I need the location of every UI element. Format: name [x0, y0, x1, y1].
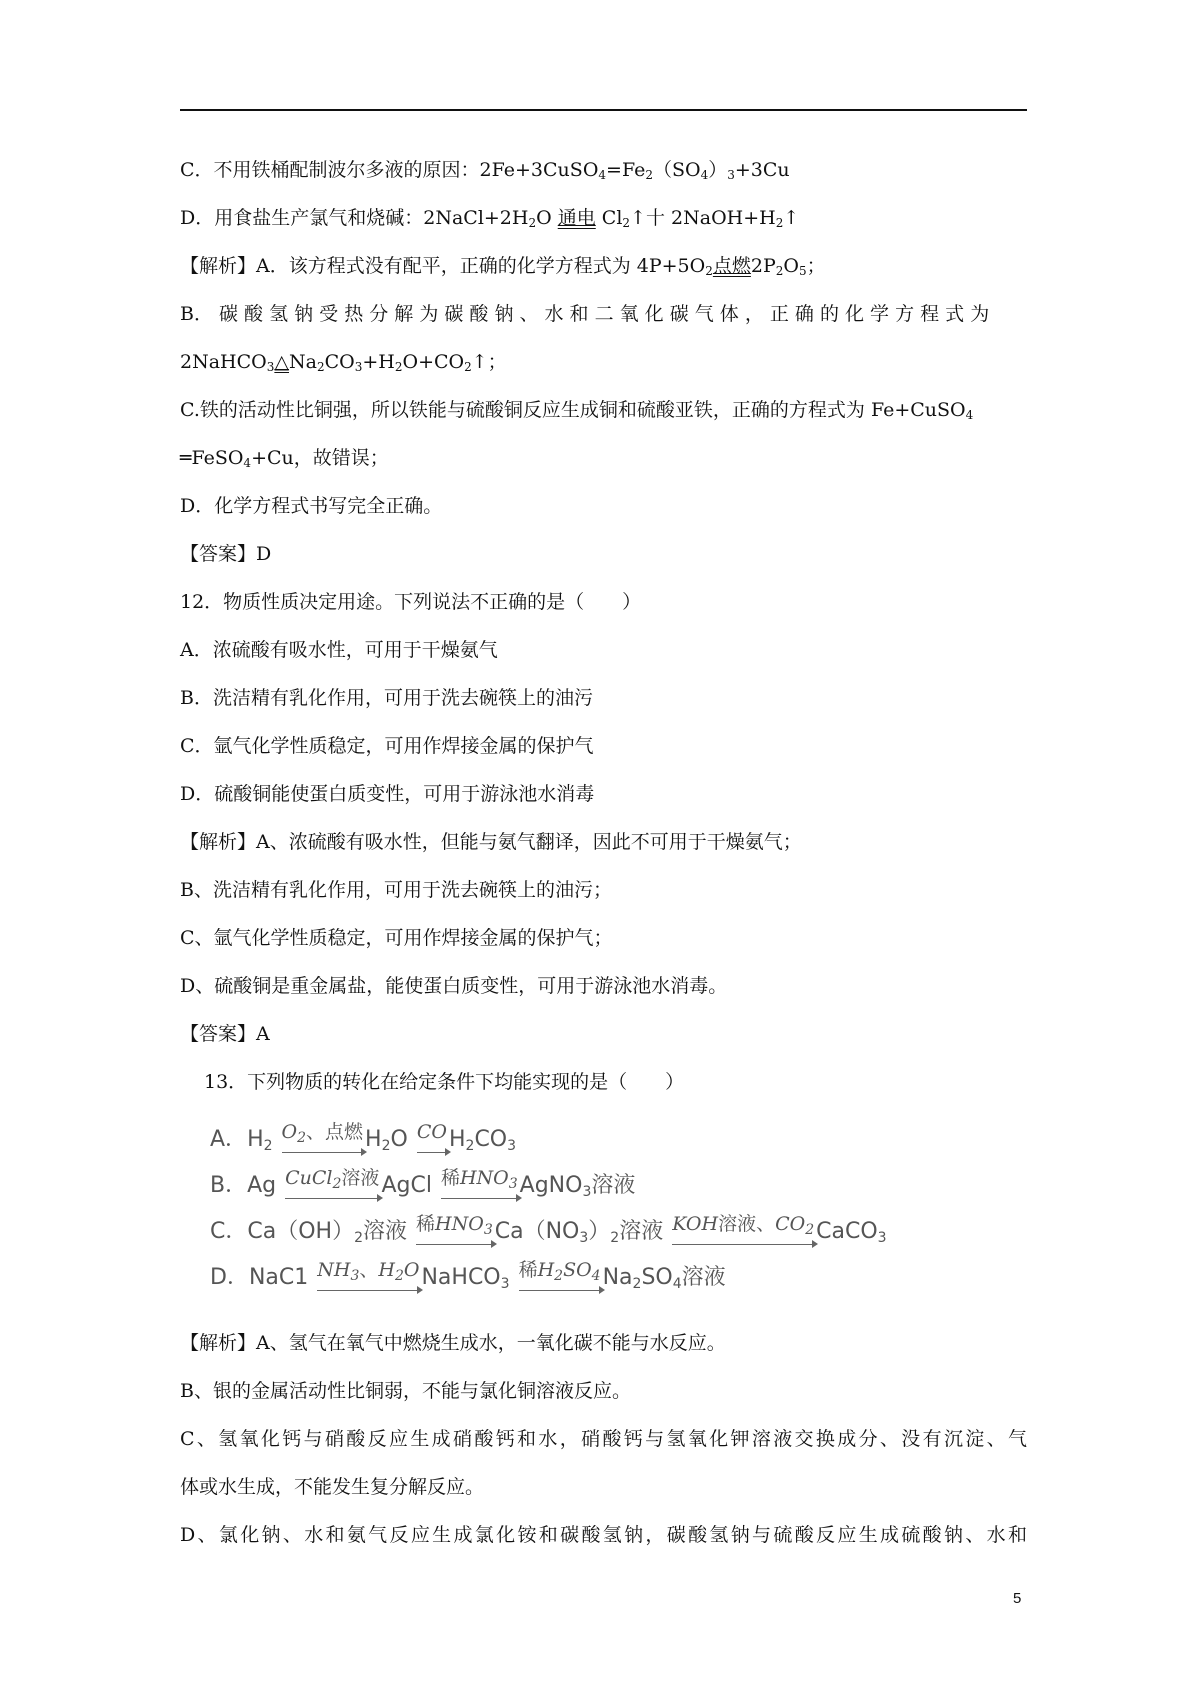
conversion-option-d: D．NaC1 $NH_3$、$H_2ONaHCO3$ 稀$H_2SO_4Na2SO4$溶液	[210, 1259, 726, 1292]
text-line: C、氩气化学性质稳定，可用作焊接金属的保护气；	[180, 927, 613, 949]
text-line: 【解析】A、氢气在氧气中燃烧生成水，一氧化碳不能与水反应。	[180, 1332, 726, 1354]
header-rule	[180, 109, 1027, 111]
question-13: 13．下列物质的转化在给定条件下均能实现的是（ ）	[204, 1071, 685, 1093]
text-line: $2NaHCO_3\triangle Na_2CO_3+H_2O+CO_2↑$；	[180, 351, 507, 374]
reaction-condition: △	[274, 351, 289, 373]
reaction-arrow: 稀$HNO_3$	[439, 1171, 520, 1201]
text-line: D．用食盐生产氯气和烧碱：$2NaCl+2H_2O$ 通电 $Cl_2↑$十 $2NaOH+H_2↑$	[180, 207, 800, 230]
reaction-arrow: KOH溶液、$CO_2$	[670, 1217, 816, 1247]
reaction-condition: 通电	[557, 207, 596, 229]
text-line: C、氢氧化钙与硝酸反应生成硝酸钙和水，硝酸钙与氢氧化钾溶液交换成分、没有沉淀、气	[180, 1428, 1027, 1450]
text-line: B、洗洁精有乳化作用，可用于洗去碗筷上的油污；	[180, 879, 612, 901]
text-line: C．不用铁桶配制波尔多液的原因：$2Fe+3CuSO_4=Fe_2(SO_4)_3+3Cu$	[180, 159, 790, 182]
text-line: 【解析】A．该方程式没有配平，正确的化学方程式为 $4P+5O_2$点燃$2P_2O_5$；	[180, 255, 826, 278]
option-a: A．浓硫酸有吸水性，可用于干燥氨气	[180, 639, 498, 661]
reaction-arrow: 稀$HNO_3$	[414, 1217, 495, 1247]
page-number: 5	[1013, 1590, 1022, 1607]
text-line: 体或水生成，不能发生复分解反应。	[180, 1476, 485, 1498]
conversion-option-c: C．Ca（OH）2溶液 稀$HNO_3Ca(NO3)2$溶液 KOH溶液、$CO_2CaCO3$	[210, 1213, 887, 1246]
answer-line: 【答案】A	[180, 1023, 270, 1045]
text-line: C.铁的活动性比铜强，所以铁能与硫酸铜反应生成铜和硫酸亚铁，正确的方程式为 Fe+CuSO$_4$	[180, 399, 974, 422]
option-d: D．硫酸铜能使蛋白质变性，可用于游泳池水消毒	[180, 783, 595, 805]
reaction-arrow: CuCl$_2$溶液	[283, 1171, 381, 1201]
answer-line: 【答案】D	[180, 543, 272, 565]
text-line: ═FeSO$_4$+Cu，故错误；	[180, 447, 389, 470]
reaction-condition: 点燃	[712, 255, 751, 277]
option-b: B．洗洁精有乳化作用，可用于洗去碗筷上的油污	[180, 687, 593, 709]
text-line: B． 碳 酸 氢 钠 受 热 分 解 为 碳 酸 钠 、 水 和 二 氧 化 碳 气 体 ， 正 确 的 化 学 方 程 式 为	[180, 303, 990, 325]
option-c: C．氩气化学性质稳定，可用作焊接金属的保护气	[180, 735, 594, 757]
text-line: D．化学方程式书写完全正确。	[180, 495, 443, 517]
conversion-option-b: B．Ag CuCl$_2$溶液AgCl 稀$HNO_3AgNO3$溶液	[210, 1167, 636, 1200]
conversion-option-a: A．H2 $O_2$、点燃H2O COH2CO3	[210, 1121, 517, 1154]
reaction-arrow: CO	[415, 1125, 449, 1155]
text-line: 【解析】A、浓硫酸有吸水性，但能与氨气翻译，因此不可用于干燥氨气；	[180, 831, 802, 853]
reaction-arrow: $O_2$、点燃	[280, 1125, 366, 1155]
text-line: D、氯化钠、水和氨气反应生成氯化铵和碳酸氢钠，碳酸氢钠与硫酸反应生成硫酸钠、水和	[180, 1524, 1027, 1546]
text-line: D、硫酸铜是重金属盐，能使蛋白质变性，可用于游泳池水消毒。	[180, 975, 728, 997]
question-12: 12．物质性质决定用途。下列说法不正确的是（ ）	[180, 591, 642, 613]
reaction-arrow: $NH_3$、$H_2O$	[315, 1263, 421, 1293]
text-line: B、银的金属活动性比铜弱，不能与氯化铜溶液反应。	[180, 1380, 631, 1402]
reaction-arrow: 稀$H_2SO_4$	[517, 1263, 603, 1293]
